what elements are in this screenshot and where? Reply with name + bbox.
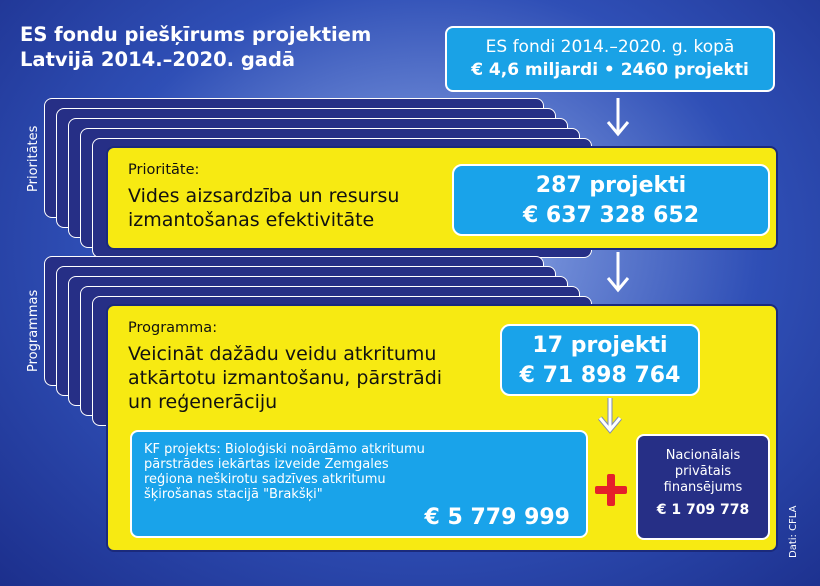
page-title: [20, 22, 440, 72]
priority-amount: € 637 328 652: [522, 203, 700, 228]
programme-stats-box: [500, 324, 700, 396]
programme-name: [128, 342, 442, 414]
priority-projects: 287 projekti: [535, 173, 687, 198]
kf-project-line-1: KF projekts: Bioloģiski noārdāmo atkritumu: [144, 442, 425, 457]
programme-name-line-2: atkārtotu izmantošanu, pārstrādi: [128, 367, 443, 389]
kf-project-line-2: pārstrādes iekārtas izveide Zemgales: [144, 457, 389, 472]
priority-name-line-1: Vides aizsardzība un resursu: [128, 185, 400, 207]
kf-project-amount: € 5 779 999: [424, 505, 570, 530]
kf-project-line-4: šķirošanas stacijā "Brakšķi": [144, 487, 323, 502]
priorities-side-label: Prioritātes: [26, 125, 41, 192]
priority-label: Prioritāte:: [128, 162, 200, 178]
title-line-1: ES fondu piešķīrums projektiem: [20, 23, 372, 46]
national-funding-label: [638, 448, 768, 496]
kf-project-box: [130, 430, 588, 538]
national-funding-line-3: finansējums: [663, 480, 743, 495]
kf-project-description: [144, 442, 425, 502]
down-arrow-icon: [604, 250, 632, 296]
national-private-funding-box: [636, 434, 770, 540]
programme-projects: 17 projekti: [532, 333, 668, 358]
priority-panel: [106, 146, 778, 250]
national-funding-line-1: Nacionālais: [665, 448, 741, 463]
programme-name-line-1: Veicināt dažādu veidu atkritumu: [128, 343, 437, 365]
plus-icon: [591, 470, 631, 510]
data-source-credit: Dati: CFLA: [788, 505, 799, 558]
programme-label: Programma:: [128, 320, 218, 336]
total-funds-line-1: ES fondi 2014.–2020. g. kopā: [485, 37, 735, 57]
kf-project-line-3: reģiona neškirotu sadzīves atkritumu: [144, 472, 386, 487]
down-arrow-icon: [604, 96, 632, 140]
total-funds-line-2: € 4,6 miljardi • 2460 projekti: [471, 60, 749, 80]
programme-amount: € 71 898 764: [519, 363, 681, 388]
priority-name: [128, 184, 399, 232]
national-funding-amount: € 1 709 778: [656, 502, 750, 518]
priority-stats-box: [452, 164, 770, 236]
priority-name-line-2: izmantošanas efektivitāte: [128, 209, 375, 231]
national-funding-line-2: privātais: [674, 464, 732, 479]
down-arrow-icon: [596, 396, 624, 434]
programmes-side-label: Programmas: [26, 289, 41, 372]
total-funds-box: [445, 26, 775, 92]
programme-name-line-3: un reģenerāciju: [128, 391, 278, 413]
title-line-2: Latvijā 2014.–2020. gadā: [20, 48, 296, 71]
